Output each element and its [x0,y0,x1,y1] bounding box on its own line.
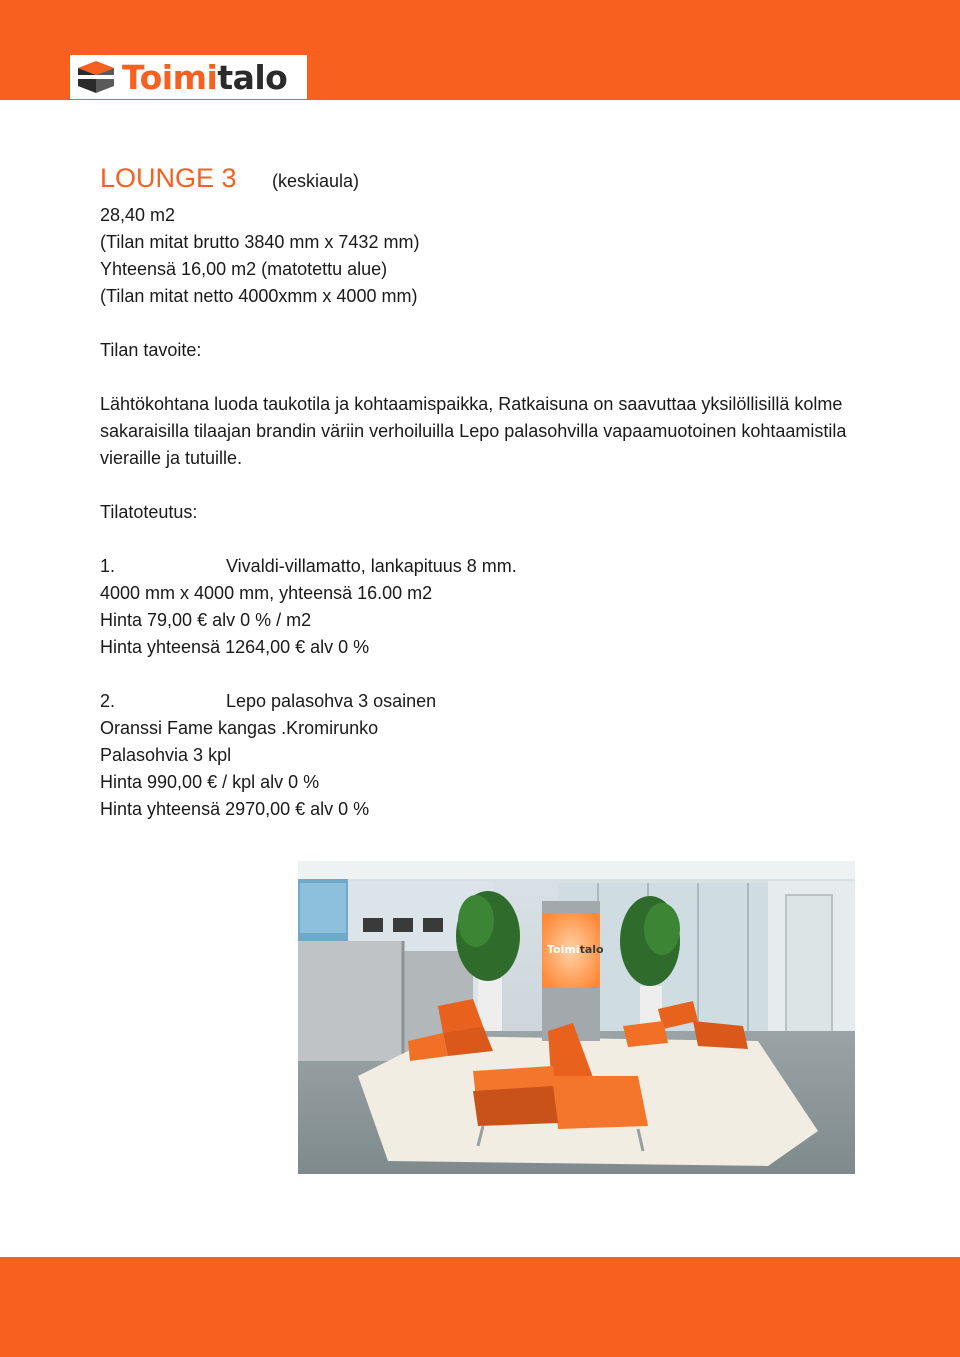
item-detail: Hinta 990,00 € / kpl alv 0 % [100,772,320,792]
item-number: 1. [100,556,116,576]
item-detail: Hinta yhteensä 2970,00 € alv 0 % [100,799,370,819]
item-name: Vivaldi-villamatto, lankapituus 8 mm. [226,556,517,576]
item-detail: 4000 mm x 4000 mm, yhteensä 16.00 m2 [100,583,433,603]
item-1 [100,553,880,661]
goal-label: Tilan tavoite: [100,340,202,360]
dims-brutto-text: (Tilan mitat brutto 3840 mm x 7432 mm) [100,232,420,252]
item-heading [100,553,880,580]
item-detail: Hinta yhteensä 1264,00 € alv 0 % [100,637,370,657]
area-text: 28,40 m2 [100,205,176,225]
page-title: LOUNGE 3 [100,163,237,193]
logo-wordmark: Toimitalo [122,57,288,97]
header-bar [0,0,960,100]
item-detail: Hinta 79,00 € alv 0 % / m2 [100,610,312,630]
page-subtitle: (keskiaula) [272,171,360,191]
implementation-label: Tilatoteutus: [100,502,198,522]
item-detail: Oranssi Fame kangas .Kromirunko [100,718,379,738]
footer-bar [0,1257,960,1357]
item-detail: Palasohvia 3 kpl [100,745,232,765]
item-heading [100,688,880,715]
lounge-photo-illustration [298,861,855,1174]
dims-netto-text: (Tilan mitat netto 4000xmm x 4000 mm) [100,286,418,306]
item-2 [100,688,880,823]
pillar-logo-text: Toimitalo [547,943,604,956]
item-name: Lepo palasohva 3 osainen [226,691,437,711]
company-logo [70,55,307,99]
item-number: 2. [100,691,116,711]
goal-paragraph: Lähtökohtana luoda taukotila ja kohtaamispaikka, Ratkaisuna on saavuttaa yksilöllisillä kolme sakaraisilla tilaajan brandin väriin verhoiluilla Lepo palasohvilla vapaamuotoinen kohtaamistila vieraille ja tutuille. [100,394,847,468]
logo-cube-icon [74,59,118,95]
title-row [100,165,880,202]
lounge-photo [298,861,855,1174]
document-body [100,165,880,823]
total-carpeted-text: Yhteensä 16,00 m2 (matotettu alue) [100,259,388,279]
